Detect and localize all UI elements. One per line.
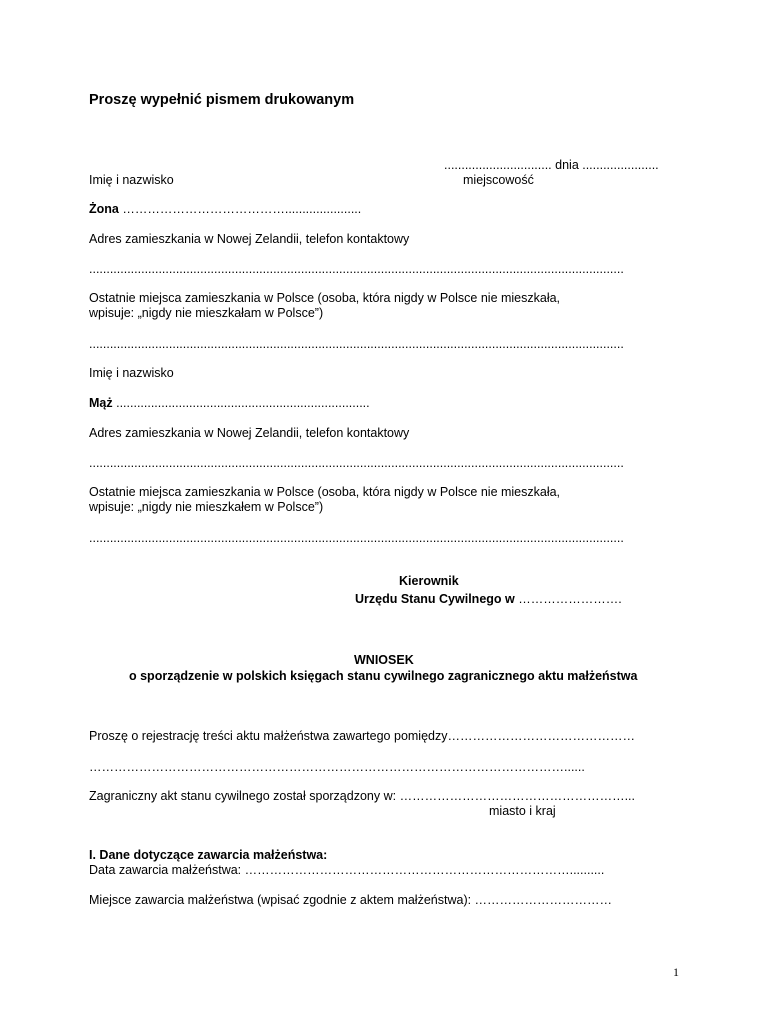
husband-name-dots: ......................................................................... — [116, 396, 370, 410]
addressee-office: Urzędu Stanu Cywilnego w — [355, 592, 515, 606]
wife-name-row — [89, 202, 361, 217]
wife-address-dots: .......................................................................................................................................................... — [89, 262, 624, 276]
husband-address-dots: .......................................................................................................................................................... — [89, 456, 624, 470]
page-number: 1 — [673, 965, 679, 979]
husband-last-residence-dots: .......................................................................................................................................................... — [89, 531, 624, 545]
form-instruction: Proszę wypełnić pismem drukowanym — [89, 92, 355, 108]
wife-last-residence-dots: .......................................................................................................................................................... — [89, 337, 624, 351]
husband-role-label: Mąż — [89, 396, 113, 410]
application-title: WNIOSEK — [354, 653, 414, 667]
addressee-office-dots: ……………………. — [518, 592, 622, 606]
wife-role-label: Żona — [89, 202, 119, 216]
husband-name-row — [89, 396, 370, 411]
husband-last-residence-line1: Ostatnie miejsca zamieszkania w Polsce (osoba, która nigdy w Polsce nie mieszkała, — [89, 485, 561, 499]
addressee-title: Kierownik — [399, 574, 459, 588]
wife-name-dots: …………………………………...................... — [122, 202, 362, 216]
application-subtitle: o sporządzenie w polskich księgach stanu cywilnego zagranicznego aktu małżeństwa — [129, 669, 638, 683]
wife-name-label: Imię i nazwisko — [89, 173, 174, 187]
addressee-office-row — [355, 592, 622, 607]
place-date-line: ............................... dnia ...................... — [444, 158, 659, 172]
section1-heading: I. Dane dotyczące zawarcia małżeństwa: — [89, 848, 328, 862]
marriage-place-line: Miejsce zawarcia małżeństwa (wpisać zgodnie z aktem małżeństwa): …………………………… — [89, 893, 613, 907]
husband-address-label: Adres zamieszkania w Nowej Zelandii, telefon kontaktowy — [89, 426, 410, 440]
marriage-date-line: Data zawarcia małżeństwa: …………………………………………………………………….......... — [89, 863, 605, 877]
request-dots: ……………………………………………………………………………………………………...... — [89, 760, 585, 774]
wife-last-residence-line2: wpisuje: „nigdy nie mieszkałam w Polsce”) — [89, 306, 324, 320]
husband-last-residence-line2: wpisuje: „nigdy nie mieszkałem w Polsce”) — [89, 500, 324, 514]
request-line: Proszę o rejestrację treści aktu małżeństwa zawartego pomiędzy……………………………………… — [89, 729, 635, 743]
wife-address-label: Adres zamieszkania w Nowej Zelandii, telefon kontaktowy — [89, 232, 410, 246]
husband-name-label: Imię i nazwisko — [89, 366, 174, 380]
wife-last-residence-line1: Ostatnie miejsca zamieszkania w Polsce (osoba, która nigdy w Polsce nie mieszkała, — [89, 291, 561, 305]
foreign-act-line: Zagraniczny akt stanu cywilnego został sporządzony w: ………………………………………………... — [89, 789, 635, 803]
place-label: miejscowość — [463, 173, 534, 187]
city-country-label: miasto i kraj — [489, 804, 556, 818]
